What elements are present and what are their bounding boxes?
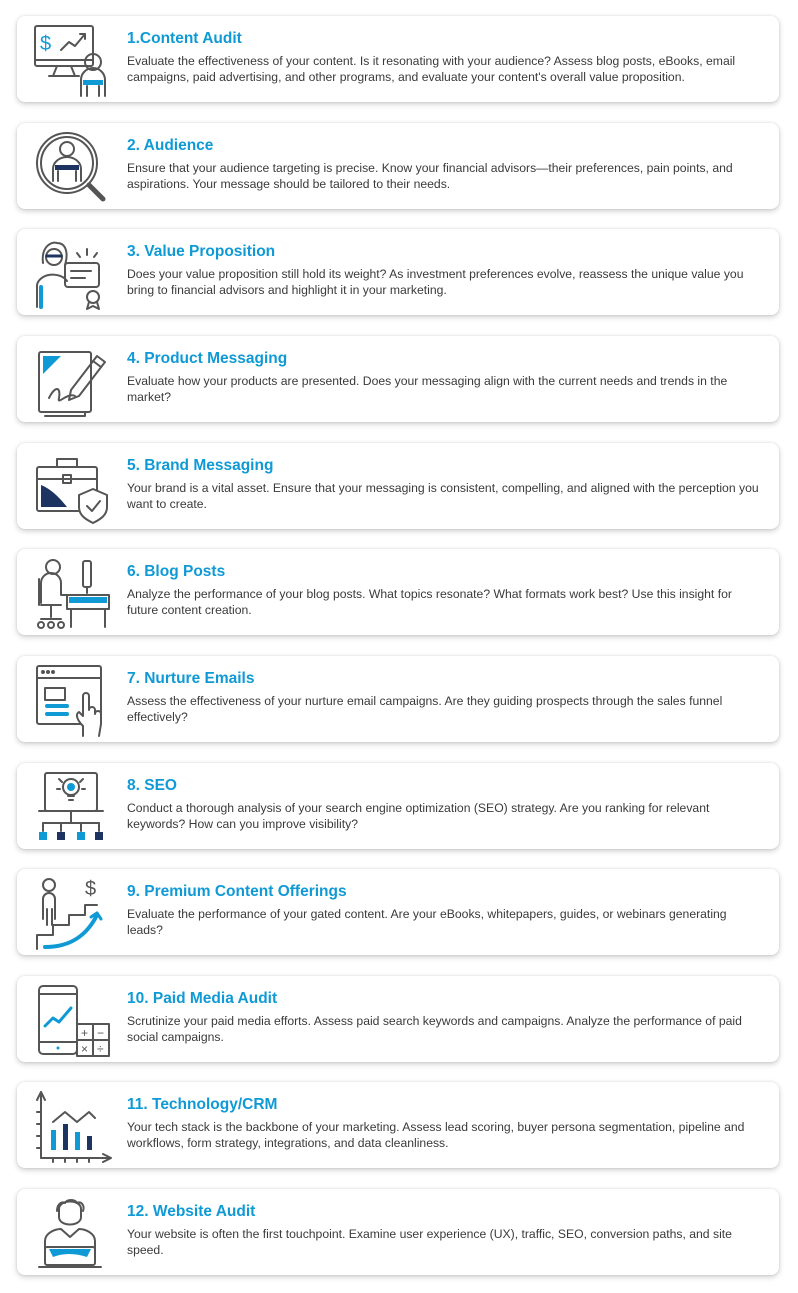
svg-text:+: + [81,1026,89,1040]
card-description: Conduct a thorough analysis of your search engine optimization (SEO) strategy. Are you ranking for relevant keywords? How can you improve visibility? [127,801,710,831]
card-description: Your brand is a vital asset. Ensure that your messaging is consistent, compelling, and aligned with the perception you want to create. [127,481,759,511]
monitor-dollar-presenter-icon [31,22,113,98]
bar-chart-icon [31,1088,113,1164]
card-title: 11. Technology/CRM [127,1096,278,1113]
card-brand-messaging [17,443,779,529]
person-desk-computer-icon [31,555,113,631]
browser-pointer-icon [31,662,113,738]
card-description: Evaluate the effectiveness of your content. Is it resonating with your audience? Assess blog posts, eBooks, email campaigns, paid advertising, and other programs, and evaluate your content's overall value proposition. [127,54,736,84]
document-pencil-icon [31,342,113,418]
card-description: Analyze the performance of your blog posts. What topics resonate? What formats work best? Use this insight for future content creation. [127,587,732,617]
lightbulb-screen-network-icon [31,769,113,845]
card-description: Scrutinize your paid media efforts. Assess paid search keywords and campaigns. Analyze the performance of paid social campaigns. [127,1014,742,1044]
briefcase-shield-icon [31,449,113,525]
card-description: Evaluate the performance of your gated content. Are your eBooks, whitepapers, guides, or webinars generating leads? [127,907,727,937]
card-title: 9. Premium Content Offerings [127,883,347,900]
card-description: Assess the effectiveness of your nurture email campaigns. Are they guiding prospects through the sales funnel effectively? [127,694,723,724]
card-technology-crm [17,1082,779,1168]
card-nurture-emails [17,656,779,742]
card-seo [17,763,779,849]
card-paid-media-audit [17,976,779,1062]
phone-calculator-chart-icon [31,982,113,1058]
svg-text:$: $ [85,878,97,900]
card-title: 5. Brand Messaging [127,457,274,474]
person-laptop-icon [31,1195,113,1271]
card-product-messaging [17,336,779,422]
card-value-proposition [17,229,779,315]
card-blog-posts [17,549,779,635]
person-stairs-dollar-icon [31,875,113,951]
magnifier-person-icon [31,129,113,205]
card-title: 7. Nurture Emails [127,670,255,687]
card-premium-content-offerings [17,869,779,955]
card-description: Evaluate how your products are presented. Does your messaging align with the current needs and trends in the market? [127,374,728,404]
card-title: 6. Blog Posts [127,563,226,580]
card-description: Does your value proposition still hold its weight? As investment preferences evolve, reassess the unique value you bring to financial advisors and highlight it in your marketing. [127,267,744,297]
svg-text:×: × [81,1042,89,1056]
card-description: Your tech stack is the backbone of your marketing. Assess lead scoring, buyer persona segmentation, pipeline and workflows, form strategy, integrations, and data cleanliness. [127,1120,745,1150]
card-title: 12. Website Audit [127,1203,256,1220]
card-description: Your website is often the first touchpoint. Examine user experience (UX), traffic, SEO, conversion paths, and site speed. [127,1227,732,1257]
card-title: 4. Product Messaging [127,350,288,367]
card-title: 3. Value Proposition [127,243,276,260]
card-title: 8. SEO [127,777,177,794]
person-certificate-icon [31,235,113,311]
card-website-audit [17,1189,779,1275]
card-title: 1.Content Audit [127,30,242,47]
card-title: 10. Paid Media Audit [127,990,278,1007]
card-title: 2. Audience [127,137,214,154]
card-content-audit [17,16,779,102]
card-audience [17,123,779,209]
card-description: Ensure that your audience targeting is precise. Know your financial advisors—their preferences, pain points, and aspirations. Your message should be tailored to their needs. [127,161,733,191]
svg-text:−: − [97,1026,105,1040]
svg-text:÷: ÷ [97,1042,104,1056]
svg-text:$: $ [40,33,52,55]
